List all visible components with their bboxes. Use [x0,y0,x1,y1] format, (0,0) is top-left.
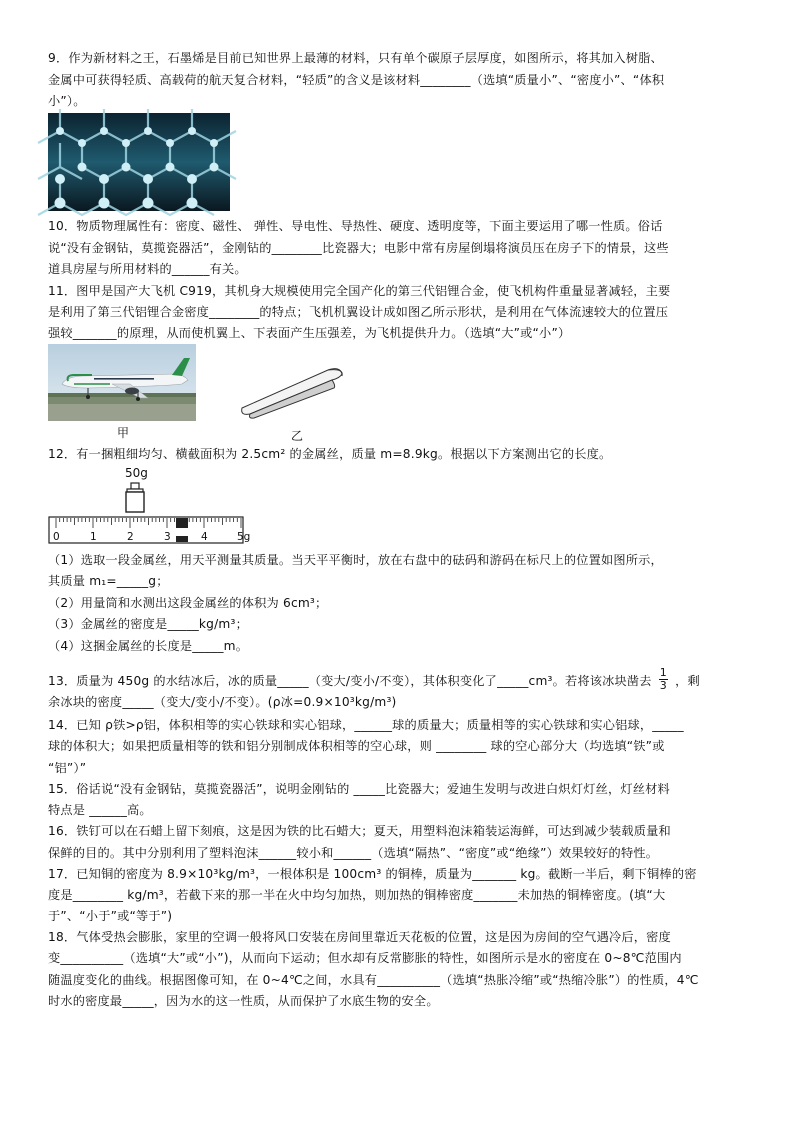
q16-line-1: 16．铁钉可以在石蜡上留下刻痕，这是因为铁的比石蜡大；夏天，用塑料泡沫箱装运海鲜，可达到减少装载质量和 [48,824,671,838]
ruler-tick-label: 0 [53,531,60,543]
caption-yi: 乙 [291,429,304,443]
graphene-image [48,113,230,211]
q13-line-1-tail: ，剩 [675,674,700,688]
fraction-one-third [659,667,668,692]
q18-line-4: 时水的密度最_____，因为水的这一性质，从而保护了水底生物的安全。 [48,994,439,1008]
ruler-tick-label: 4 [201,531,208,543]
ruler-tick-label: 2 [127,531,134,543]
ruler-tick-label: 1 [90,531,97,543]
q17-line-3: 于”、“小于”或“等于”) [48,909,173,923]
q11-line-2: 是利用了第三代铝锂合金密度________的特点；飞机机翼设计成如图乙所示形状，是利用在气体流速较大的位置压 [48,305,669,319]
q9-line-1: 9．作为新材料之王，石墨烯是目前已知世界上最薄的材料，只有单个碳原子层厚度，如图所示，将其加入树脂、 [48,51,663,65]
fraction-denominator: 3 [659,679,667,692]
q10-line-2: 说“没有金钢钻，莫揽瓷器活”，金刚钻的________比瓷器大；电影中常有房屋倒塌将演员压在房子下的情景，这些 [48,241,669,255]
q12-line-1: 12．有一捆粗细均匀、横截面积为 2.5cm² 的金属丝，质量 m=8.9kg。根据以下方案测出它的长度。 [48,447,612,461]
q13-line-1 [48,666,700,694]
q9-line-3: 小”）。 [48,94,86,108]
q12-line-2: （1）选取一段金属丝，用天平测量其质量。当天平平衡时，放在右盘中的砝码和游码在标尺上的位置如图所示， [48,553,663,567]
q10-line-3: 道具房屋与所用材料的______有关。 [48,262,247,276]
balance-scale-ruler [48,516,251,544]
q17-line-2: 度是________ kg/m³，若截下来的那一半在火中均匀加热，则加热的铜棒密度_______未加热的铜棒密度。(填“大 [48,888,666,902]
q18-line-2: 变__________（选填“大”或“小”)，从而向下运动；但水却有反常膨胀的特性，如图所示是水的密度在 0~8℃范围内 [48,951,682,965]
q11-line-3: 强较_______的原理，从而使机翼上、下表面产生压强差，为飞机提供升力。（选填“大”或“小”） [48,326,571,340]
q12-line-3: 其质量 m₁=_____g； [48,574,169,588]
ruler-tick-label: 5g [237,531,251,543]
q15-line-2: 特点是 ______高。 [48,803,152,817]
q10-line-1: 10．物质物理属性有：密度、磁性、 弹性、导电性、导热性、硬度、透明度等，下面主要运用了哪一性质。俗话 [48,219,663,233]
weight-label: 50g [125,466,148,480]
weight-50g-icon [124,482,146,514]
q12-line-6: （4）这捆金属丝的长度是_____m。 [48,639,249,653]
q15-line-1: 15．俗话说“没有金钢钻，莫揽瓷器活”，说明金刚钻的 _____比瓷器大；爱迪生发明与改进白炽灯灯丝，灯丝材料 [48,782,670,796]
q18-line-1: 18．气体受热会膨胀，家里的空调一般将风口安装在房间里靠近天花板的位置，这是因为房间的空气遇冷后，密度 [48,930,671,944]
q14-line-2: 球的体积大；如果把质量相等的铁和铝分别制成体积相等的空心球，则 ________ 球的空心部分大（均选填“铁”或 [48,739,665,753]
q17-line-1: 17．已知铜的密度为 8.9×10³kg/m³，一根体积是 100cm³ 的铜棒，质量为_______ kg。截断一半后，剩下铜棒的密 [48,867,697,881]
q11-line-1: 11．图甲是国产大飞机 C919，其机身大规模使用完全国产化的第三代铝锂合金，使飞机构件重量显著减轻，主要 [48,284,671,298]
q14-line-3: “铝”）” [48,761,87,775]
q14-line-1: 14．已知 ρ铁>ρ铝，体积相等的实心铁球和实心铝球，______球的质量大；质量相等的实心铁球和实心铝球，_____ [48,718,684,732]
q12-line-5: （3）金属丝的密度是_____kg/m³； [48,617,248,631]
airplane-c919-image [48,344,196,421]
wing-cross-section-diagram [236,362,348,422]
q13-line-1-text: 13．质量为 450g 的水结冰后，冰的质量_____（变大/变小/不变），其体积变化了_____cm³。若将该冰块凿去 [48,674,652,688]
q9-line-2: 金属中可获得轻质、高载荷的航天复合材料，“轻质”的含义是该材料________（选填“质量小”、“密度小”、“体积 [48,73,665,87]
fraction-numerator: 1 [659,666,667,679]
q12-line-4: （2）用量筒和水测出这段金属丝的体积为 6cm³； [48,596,328,610]
q18-line-3: 随温度变化的曲线。根据图像可知，在 0~4℃之间，水具有__________（选填“热胀冷缩”或“热缩冷胀”）的性质，4℃ [48,973,699,987]
q16-line-2: 保鲜的目的。其中分别利用了塑料泡沫______较小和______（选填“隔热”、“密度”或“绝缘”）效果较好的特性。 [48,846,659,860]
q13-line-2: 余冰块的密度_____（变大/变小/不变）。(ρ冰=0.9×10³kg/m³) [48,695,397,709]
caption-jia: 甲 [117,426,130,440]
ruler-tick-label: 3 [164,531,171,543]
